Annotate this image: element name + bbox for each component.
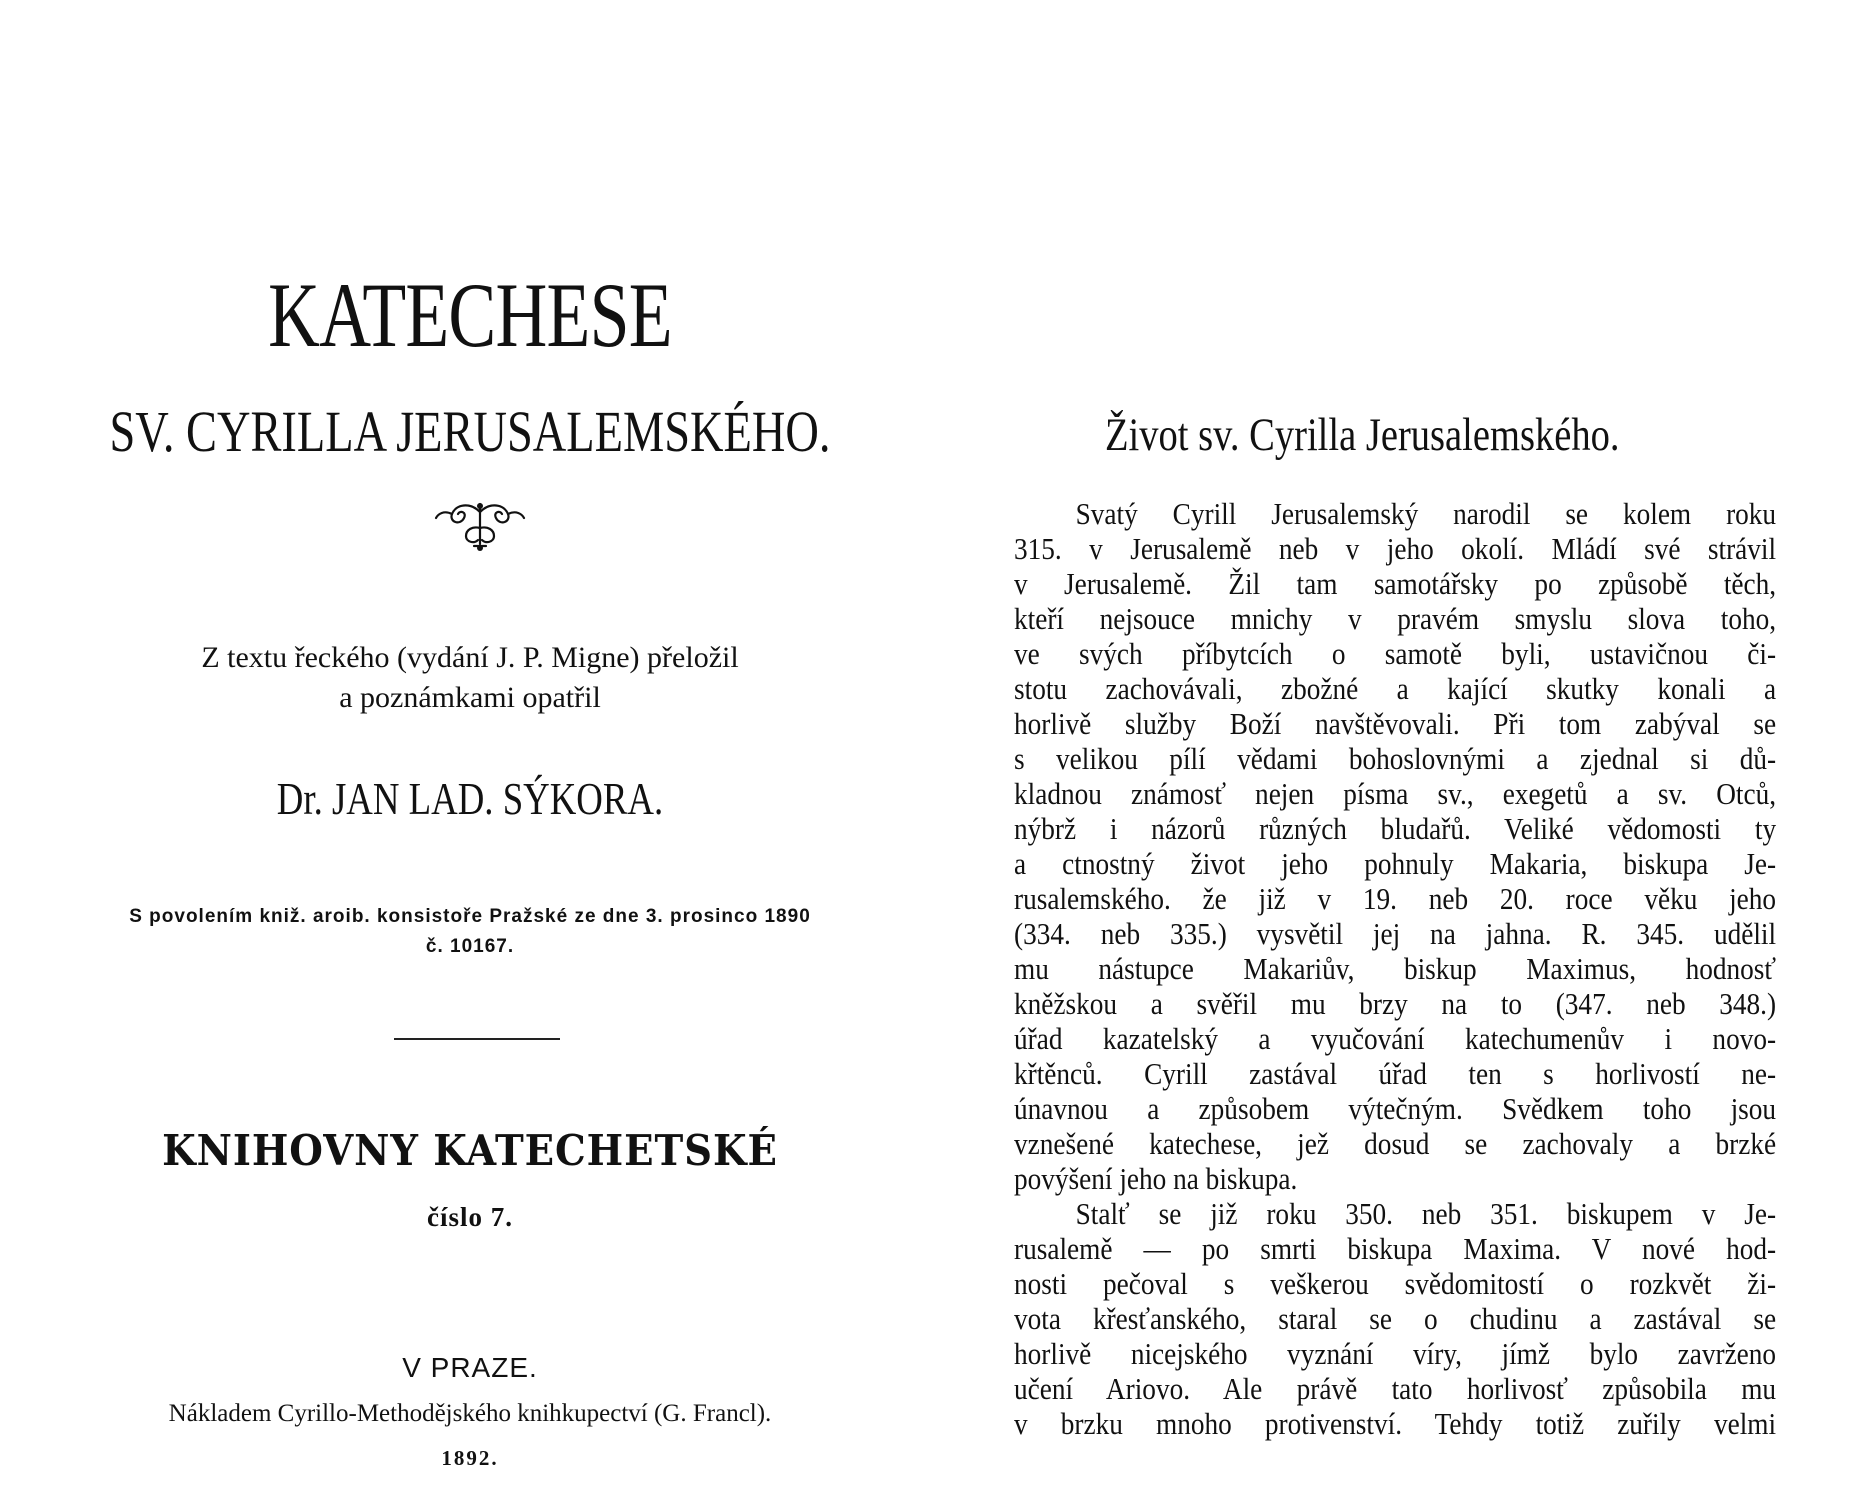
body-line: 315. v Jerusalemě neb v jeho okolí. Mládí své strávil [1014,531,1777,566]
body-line: povýšení jeho na biskupa. [1014,1161,1298,1196]
ornament-flourish-icon [430,498,530,554]
body-line: v brzku mnoho protivenství. Tehdy totiž zuřily velmi [1014,1406,1777,1441]
body-line: nýbrž i názorů různých bludařů. Veliké vědomosti ty [1014,811,1777,846]
series-title: KNIHOVNY KATECHETSKÉ [162,1126,778,1175]
book-title: KATECHESE [268,264,672,366]
approval-line: S povolením kniž. aroib. konsistoře Pražské ze dne 3. prosinco 1890 [129,906,811,927]
divider-rule [394,1038,560,1040]
body-line: nosti pečoval s veškerou svědomitostí o rozkvět ži- [1014,1266,1777,1301]
body-line: vznešené katechese, jež dosud se zachovaly a brzké [1014,1126,1777,1161]
publication-place: V PRAZE. [402,1352,538,1383]
body-line: s velikou pílí vědami bohoslovnými a zjednal si dů- [1014,741,1777,776]
body-line: kladnou známosť nejen písma sv., exegetů a sv. Otců, [1014,776,1777,811]
translation-note-line: a poznámkami opatřil [339,681,601,714]
body-line: úřad kazatelský a vyučování katechumenův i novo- [1014,1021,1777,1056]
body-line: (334. neb 335.) vysvětil jej na jahna. R. 345. udělil [1014,916,1777,951]
approval-line: č. 10167. [425,936,515,957]
right-page [940,0,1872,1500]
translation-note-line: Z textu řeckého (vydání J. P. Migne) přeložil [201,641,739,674]
publication-year: 1892. [441,1446,499,1470]
publisher: Nákladem Cyrillo-Methodějského knihkupectví (G. Francl). [168,1400,772,1427]
body-line: horlivě nicejského vyznání víry, jímž bylo zavrženo [1014,1336,1777,1371]
body-line: kněžskou a svěřil mu brzy na to (347. neb 348.) [1014,986,1777,1021]
book-subtitle: SV. CYRILLA JERUSALEMSKÉHO. [109,399,831,464]
body-line: Stalť se již roku 350. neb 351. biskupem v Je- [1075,1196,1777,1231]
translation-note [0,638,940,718]
body-line: Svatý Cyrill Jerusalemský narodil se kolem roku [1075,496,1777,531]
body-line: mu nástupce Makariův, biskup Maximus, hodnosť [1014,951,1777,986]
body-line: a ctnostný život jeho pohnuly Makaria, biskupa Je- [1014,846,1777,881]
author-name: Dr. JAN LAD. SÝKORA. [276,773,664,824]
body-line: vota křesťanského, staral se o chudinu a zastával se [1014,1301,1777,1336]
series-number: číslo 7. [427,1202,513,1232]
body-line: ve svých příbytcích o samotě byli, ustavičnou či- [1014,636,1777,671]
body-line: křtěnců. Cyrill zastával úřad ten s horlivostí ne- [1014,1056,1777,1091]
body-line: učení Ariovo. Ale právě tato horlivosť způsobila mu [1014,1371,1777,1406]
approval-note [0,902,940,962]
chapter-heading: Život sv. Cyrilla Jerusalemského. [1105,409,1620,461]
body-line: stotu zachovávali, zbožné a kající skutky konali a [1014,671,1777,706]
body-line: kteří nejsouce mnichy v pravém smyslu slova toho, [1014,601,1777,636]
body-line: v Jerusalemě. Žil tam samotářsky po způsobě těch, [1014,566,1777,601]
body-line: horlivě služby Boží navštěvovali. Při tom zabýval se [1014,706,1777,741]
chapter-body [1014,496,1776,1441]
body-line: rusalemě — po smrti biskupa Maxima. V nové hod- [1014,1231,1777,1266]
body-line: únavnou a způsobem výtečným. Svědkem toho jsou [1014,1091,1777,1126]
body-line: rusalemského. že již v 19. neb 20. roce věku jeho [1014,881,1777,916]
